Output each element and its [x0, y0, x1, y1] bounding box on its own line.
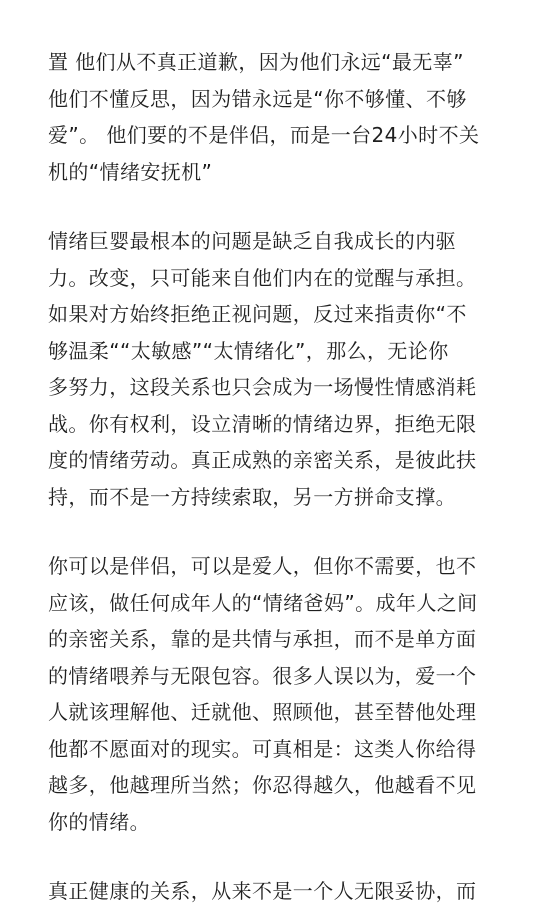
text-line: 人就该理解他、迁就他、照顾他，甚至替他处理 [48, 700, 477, 724]
text-line: 的亲密关系，靠的是共情与承担，而不是单方面 [48, 627, 477, 651]
text-line: 如果对方始终拒绝正视问题，反过来指责你“不 [48, 302, 467, 326]
text-line: 度的情绪劳动。真正成熟的亲密关系，是彼此扶 [48, 448, 477, 472]
text-line: 应该，做任何成年人的“情绪爸妈”。成年人之间 [48, 590, 478, 615]
text-line: 情绪巨婴最根本的问题是缺乏自我成长的内驱 [48, 229, 456, 253]
paragraph-4 [48, 873, 494, 910]
text-line: 的情绪喂养与无限包容。很多人误以为，爱一个 [48, 663, 477, 688]
text-line: 够温柔““太敏感”“太情绪化”，那么，无论你 [48, 338, 449, 363]
text-line: 他们不懂反思，因为错永远是“你不够懂、不够 [48, 86, 467, 111]
article-body [48, 44, 494, 910]
text-line: 置 他们从不真正道歉，因为他们永远“最无辜” [48, 50, 464, 74]
paragraph-3 [48, 548, 494, 840]
text-line: 机的“情绪安抚机” [48, 159, 213, 184]
text-line: 力。改变，只可能来自他们内在的觉醒与承担。 [48, 265, 477, 290]
text-line: 战。你有权利，设立清晰的情绪边界，拒绝无限 [48, 411, 477, 436]
paragraph-2 [48, 223, 494, 515]
text-line: 越多，他越理所当然；你忍得越久，他越看不见 [48, 773, 477, 797]
text-line: 爱”。 他们要的不是伴侣，而是一台24小时不关 [48, 123, 480, 147]
text-line: 他都不愿面对的现实。可真相是：这类人你给得 [48, 736, 477, 761]
text-line: 多努力，这段关系也只会成为一场慢性情感消耗 [48, 375, 477, 399]
text-line: 持，而不是一方持续索取，另一方拼命支撑。 [48, 484, 456, 509]
text-line: 真正健康的关系，从来不是一个人无限妥协，而 [48, 879, 477, 903]
text-line: 你的情绪。 [48, 809, 150, 834]
text-line: 你可以是伴侣，可以是爱人，但你不需要，也不 [48, 554, 477, 578]
paragraph-1 [48, 44, 494, 190]
